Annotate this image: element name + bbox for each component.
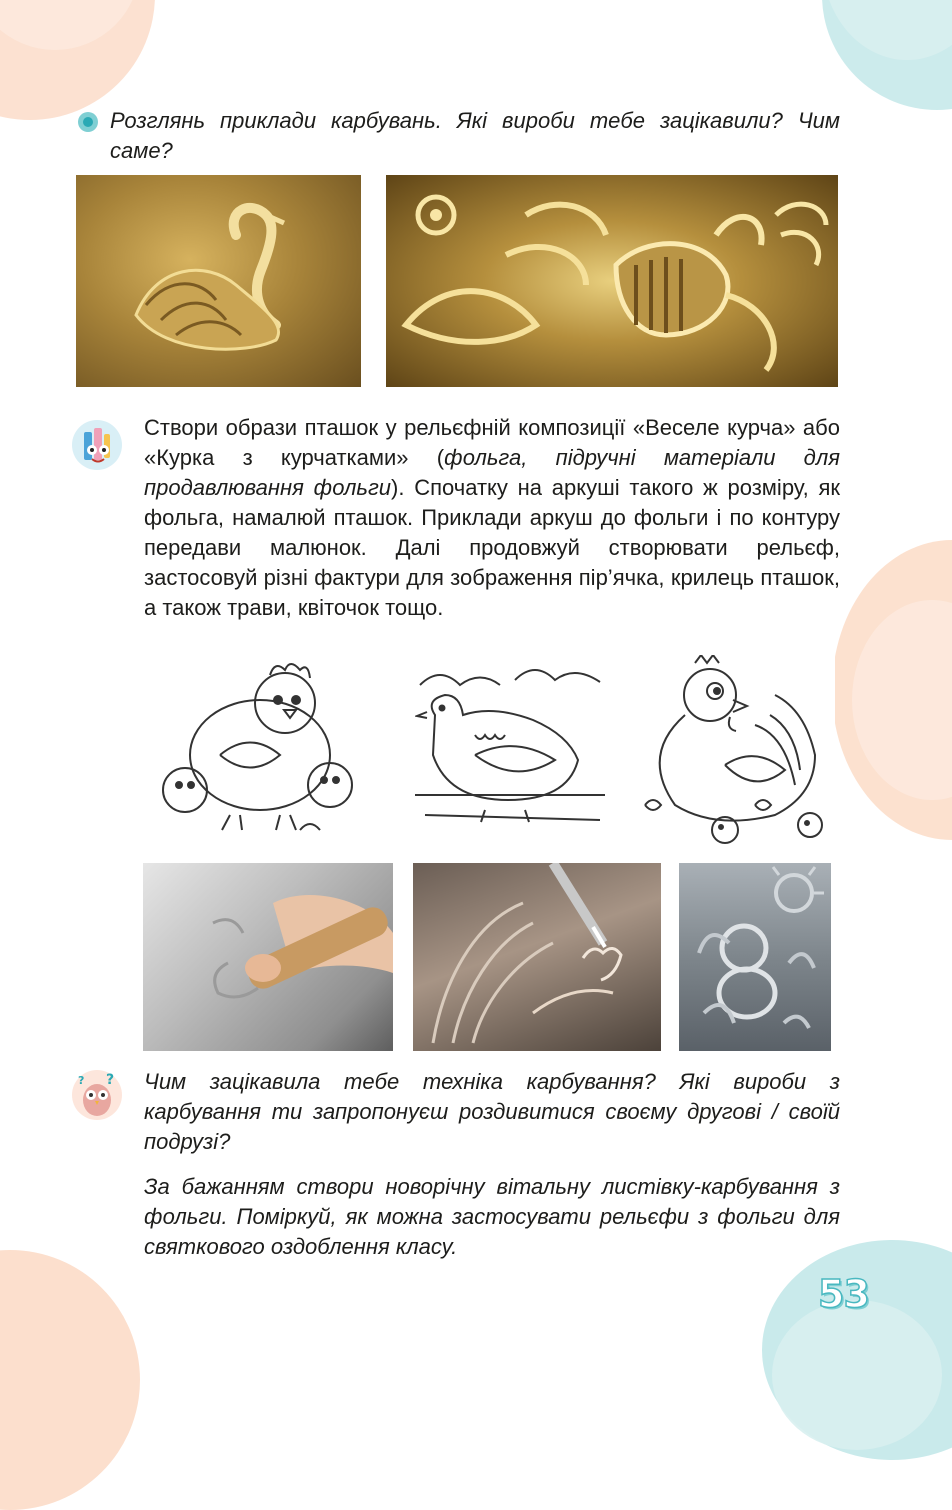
bird-ornament-embossing-photo bbox=[386, 175, 838, 387]
swan-embossing-photo bbox=[76, 175, 361, 387]
reflection-question: Чим зацікавила тебе техніка карбування? Які вироби з карбування ти запропонуєш роздивитися своєму другові / своїй подрузі? bbox=[144, 1069, 840, 1154]
reflection-extra-task: За бажанням створи новорічну вітальну листівку-карбування з фольги. Поміркуй, як можна застосувати рельєфи з фольги для святкового оздоблення класу. bbox=[144, 1174, 840, 1259]
teal-dot-bullet-icon bbox=[78, 112, 98, 132]
transferring-drawing-onto-foil-photo bbox=[143, 863, 393, 1051]
hen-and-chicks-with-flowers-drawing bbox=[635, 655, 835, 855]
svg-text:?: ? bbox=[78, 1074, 85, 1087]
hen-with-chicks-drawing bbox=[150, 655, 360, 845]
intro-text: Розглянь приклади карбувань. Які вироби тебе зацікавили? Чим саме? bbox=[110, 108, 840, 163]
decor-circle bbox=[772, 1300, 942, 1450]
page-number: 53 bbox=[818, 1272, 869, 1316]
finished-foil-embossing-photo bbox=[679, 863, 831, 1051]
decor-circle bbox=[0, 1250, 140, 1510]
task-materials: фольга, підручні матеріали для продавлювання фольги bbox=[144, 445, 840, 500]
svg-text:?: ? bbox=[106, 1072, 115, 1088]
task-text-part1: Створи образи пташок у рельєфній композиції «Веселе курча» або «Курка з курчатками» ( bbox=[144, 415, 840, 470]
pencils-and-brush-icon bbox=[72, 420, 122, 470]
task-text-part2: ). Спочатку на аркуші такого ж розміру, як фольга, намалюй пташок. Приклади аркуш до фольги і по контуру передави малюнок. Далі продовжуй створювати рельєф, застосовуй різні фактури для зображення пір’ячка, крилець пташок, а також трави, квіточок тощо. bbox=[144, 475, 840, 620]
task-text bbox=[144, 413, 840, 623]
owl-question-icon bbox=[72, 1070, 122, 1120]
hen-in-grass-drawing bbox=[415, 660, 610, 830]
embossing-rooster-with-stylus-photo bbox=[413, 863, 661, 1051]
